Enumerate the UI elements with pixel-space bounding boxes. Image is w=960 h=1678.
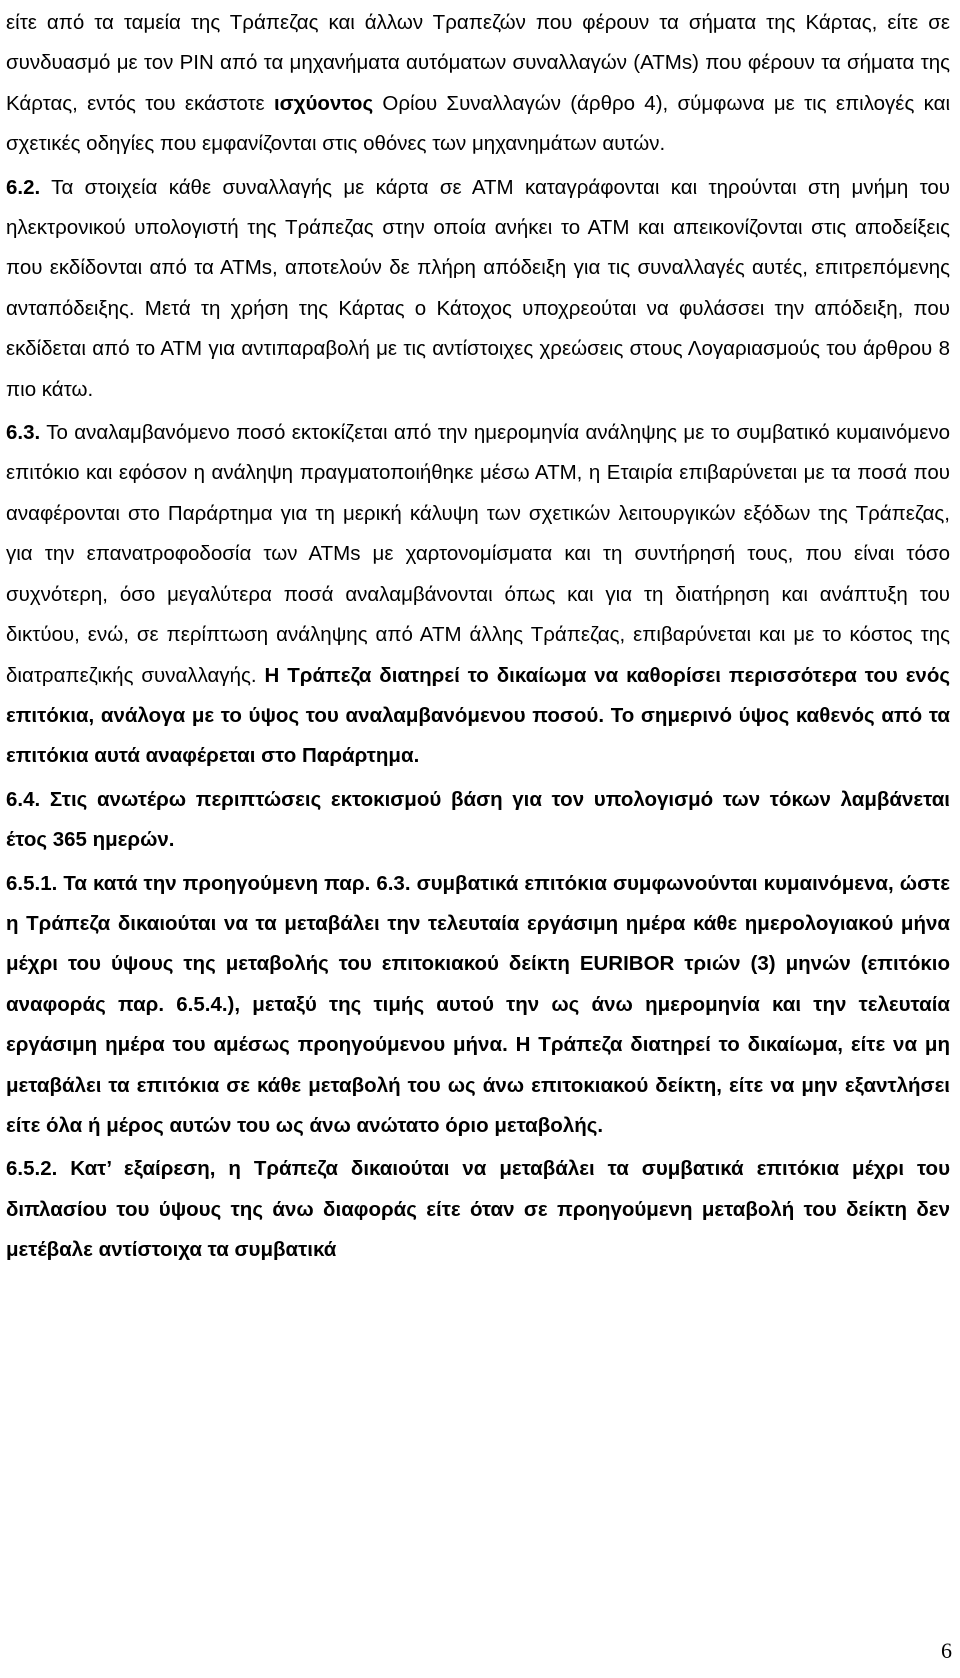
paragraph-text: είτε από τα ταμεία της Τράπεζας και άλλων Τραπεζών που φέρουν τα σήματα της Κάρτας, είτε σε συνδυασμό με τον PIN από τα μηχανήματα αυτόματων συναλλαγών (ATMs) που φέρουν τα σήματα της Κάρτας, εντός του εκάστοτε <box>6 11 950 115</box>
paragraph-6-5-1: 6.5.1. Τα κατά την προηγούμενη παρ. 6.3. συμβατικά επιτόκια συμφωνούνται κυμαινόμενα, ώστε η Τράπεζα δικαιούται να τα μεταβάλει την τελευταία εργάσιμη ημέρα κάθε ημερολογιακού μήνα μέχρι του ύψους της μεταβολής του επιτοκιακού δείκτη EURIBOR τριών (3) μηνών (επιτόκιο αναφοράς παρ. 6.5.4.), μεταξύ της τιμής αυτού την ως άνω ημερομηνία και την τελευταία εργάσιμη ημέρα του αμέσως προηγούμενου μήνα. Η Τράπεζα διατηρεί το δικαίωμα, είτε να μη μεταβάλει τα επιτόκια σε κάθε μεταβολή του ως άνω επιτοκιακού δείκτη, είτε να μην εξαντλήσει είτε όλα ή μέρος αυτών του ως άνω ανώτατο όριο μεταβολής. <box>6 871 950 1137</box>
paragraph-6-5-2: 6.5.2. Κατ’ εξαίρεση, η Τράπεζα δικαιούται να μεταβάλει τα συμβατικά επιτόκια μέχρι του διπλασίου του ύψους της άνω διαφοράς είτε όταν σε προηγούμενη μεταβολή του δείκτη δεν μετέβαλε αντίστοιχα τα συμβατικά <box>6 1157 950 1262</box>
document-page <box>6 0 950 1271</box>
paragraph-6-2 <box>6 165 950 410</box>
paragraph-text: Τα στοιχεία κάθε συναλλαγής με κάρτα σε ΑΤΜ καταγράφονται και τηρούνται στη μνήμη του ηλεκτρονικού υπολογιστή της Τράπεζας στην οποία ανήκει το ΑΤΜ και απεικονίζονται στις αποδείξεις που εκδίδονται από τα ΑΤΜs, αποτελούν δε πλήρη απόδειξη για τις συναλλαγές αυτές, επιτρεπόμενης ανταπόδειξης. Μετά τη χρήση της Κάρτας ο Κάτοχος υποχρεούται να φυλάσσει την απόδειξη, που εκδίδεται από το ΑΤΜ για αντιπαραβολή με τις αντίστοιχες χρεώσεις στους Λογαριασμούς του άρθρου 8 πιο κάτω. <box>6 175 950 401</box>
paragraph-6-1-continuation <box>6 0 950 165</box>
page-number: 6 <box>941 1638 952 1663</box>
paragraph-6-3 <box>6 410 950 777</box>
section-number: 6.2. <box>6 175 41 199</box>
bold-term: ισχύοντος <box>273 91 374 115</box>
paragraph-text: Ορίου Συναλλαγών (άρθρο 4), σύμφωνα με τις επιλογές και σχετικές οδηγίες που εμφανίζονται στις οθόνες των μηχανημάτων αυτών. <box>6 91 951 156</box>
paragraph-text: Το αναλαμβανόμενο ποσό εκτοκίζεται από την ημερομηνία ανάληψης με το συμβατικό κυμαινόμενο επιτόκιο και εφόσον η ανάληψη πραγματοποιήθηκε μέσω ΑΤΜ, η Εταιρία επιβαρύνεται με τα ποσά που αναφέρονται στο Παράρτημα για τη μερική κάλυψη των σχετικών λειτουργικών εξόδων της Τράπεζας, για την επανατροφοδοσία των ΑΤΜs με χαρτονομίσματα και τη συντήρησή τους, που είναι τόσο συχνότερη, όσο μεγαλύτερα ποσά αναλαμβάνονται όπως και για τη διατήρηση και ανάπτυξη του δικτύου, ενώ, σε περίπτωση ανάληψης από ΑΤΜ άλλης Τράπεζας, επιβαρύνεται και με το κόστος της διατραπεζικής συναλλαγής. <box>6 421 950 687</box>
bold-clause: Η Τράπεζα διατηρεί το δικαίωμα να καθορίσει περισσότερα του ενός επιτόκια, ανάλογα με το ύψος του αναλαμβανόμενου ποσού. Το σημερινό ύψος καθενός από τα επιτόκια αυτά αναφέρεται στο Παράρτημα. <box>6 663 951 768</box>
section-number: 6.3. <box>6 421 41 445</box>
paragraph-6-4: 6.4. Στις ανωτέρω περιπτώσεις εκτοκισμού βάση για τον υπολογισμό των τόκων λαμβάνεται έτος 365 ημερών. <box>6 787 950 852</box>
